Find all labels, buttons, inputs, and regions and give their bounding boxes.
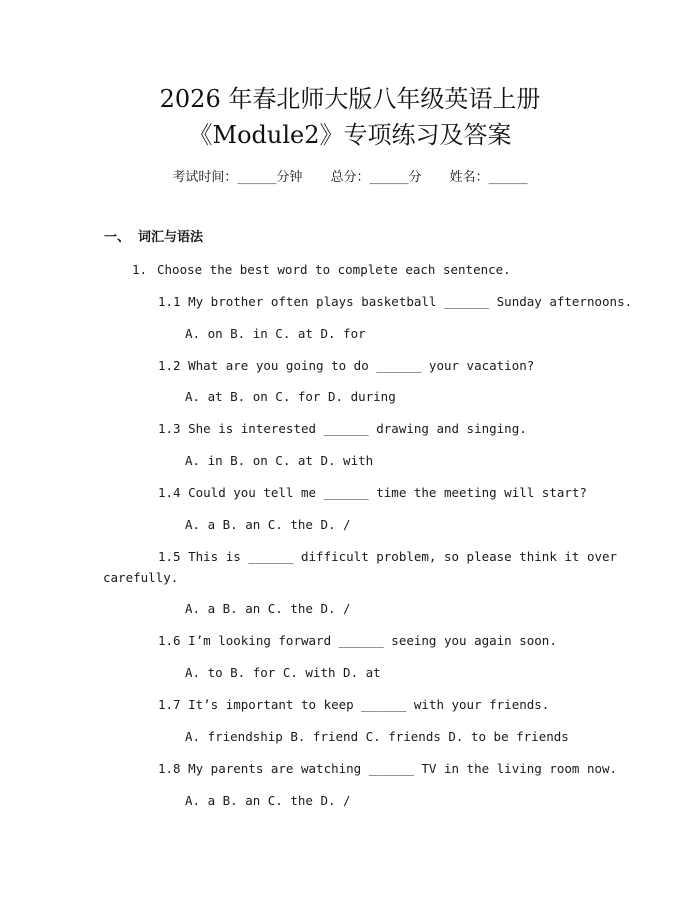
answer-options-1-1: A. on B. in C. at D. for <box>185 326 366 341</box>
section-title: 词汇与语法 <box>138 230 204 245</box>
question-instruction <box>132 261 511 279</box>
document-title-line2: 《Module2》专项练习及答案 <box>188 121 512 149</box>
answer-options-1-8: A. a B. an C. the D. / <box>185 793 351 808</box>
section-number: 一、 <box>104 230 131 245</box>
answer-options-1-4: A. a B. an C. the D. / <box>185 517 351 532</box>
exam-time-field: 考试时间：______分钟 <box>172 170 303 185</box>
answer-options-1-2: A. at B. on C. for D. during <box>185 389 396 404</box>
exam-info <box>0 169 700 187</box>
answer-options-1-5: A. a B. an C. the D. / <box>185 601 351 616</box>
section-heading <box>104 229 203 247</box>
total-score-field: 总分：______分 <box>330 170 422 185</box>
question-stem-1-6: 1.6 I’m looking forward ______ seeing you again soon. <box>158 633 557 648</box>
answer-options-1-7: A. friendship B. friend C. friends D. to be friends <box>185 729 569 744</box>
question-number: 1. <box>132 262 148 277</box>
question-stem-1-1: 1.1 My brother often plays basketball ______ Sunday afternoons. <box>158 294 633 309</box>
question-stem-1-7: 1.7 It’s important to keep ______ with your friends. <box>158 697 550 712</box>
question-stem-1-8: 1.8 My parents are watching ______ TV in the living room now. <box>158 761 618 776</box>
student-name-field: 姓名：______ <box>449 170 528 185</box>
document-title-line1: 2026 年春北师大版八年级英语上册 <box>159 85 541 113</box>
question-stem-1-5: 1.5 This is ______ difficult problem, so please think it over <box>158 549 618 564</box>
instruction-text: Choose the best word to complete each sentence. <box>157 262 511 277</box>
question-stem-1-2: 1.2 What are you going to do ______ your vacation? <box>158 358 535 373</box>
question-stem-1-4: 1.4 Could you tell me ______ time the meeting will start? <box>158 485 587 500</box>
answer-options-1-6: A. to B. for C. with D. at <box>185 665 381 680</box>
answer-options-1-3: A. in B. on C. at D. with <box>185 453 374 468</box>
question-stem-1-3: 1.3 She is interested ______ drawing and singing. <box>158 421 527 436</box>
question-stem-1-5-continued: carefully. <box>103 570 179 585</box>
